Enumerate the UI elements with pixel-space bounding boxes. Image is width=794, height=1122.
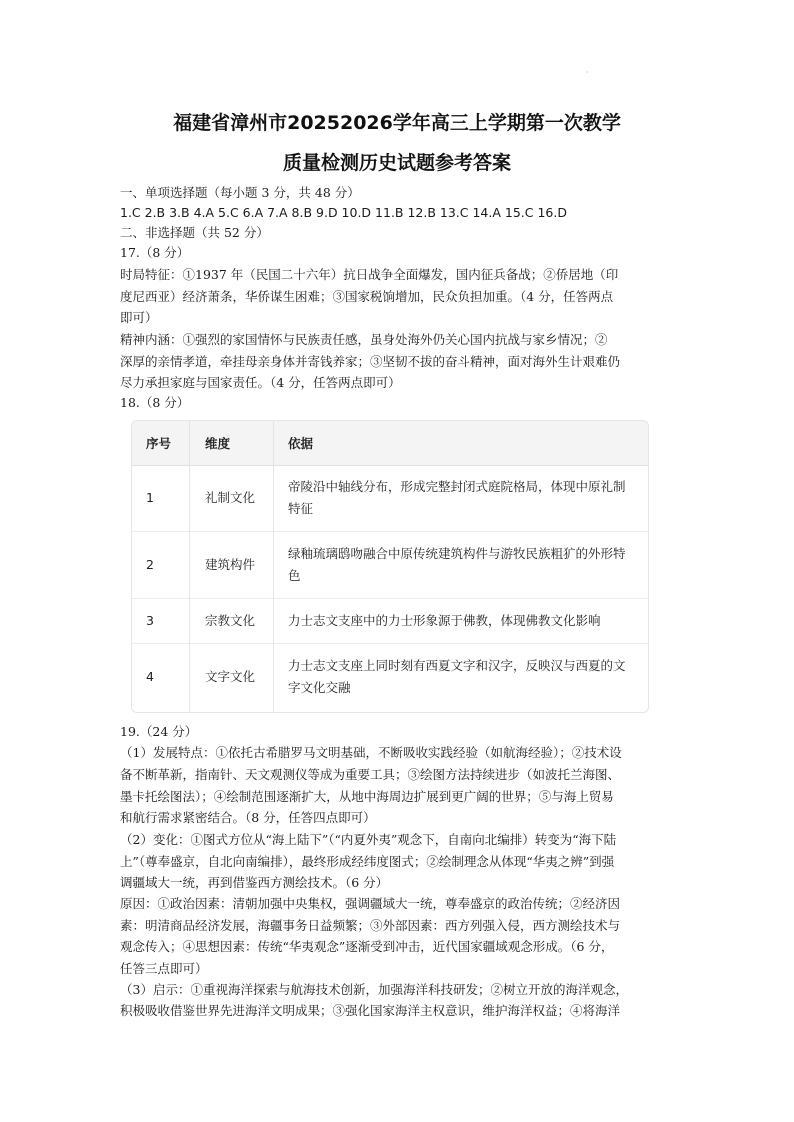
table-row [132,465,648,532]
q19-line: 积极吸收借鉴世界先进海洋文明成果；③强化国家海洋主权意识，维护海洋权益；④将海洋 [120,1003,621,1018]
q17-line: 尽力承担家庭与国家责任。（4 分，任答两点即可） [120,375,401,390]
page-subtitle: 质量检测历史试题参考答案 [282,152,511,174]
q17-number: 17.（8 分） [120,245,190,260]
q18-number: 18.（8 分） [120,395,190,410]
column-divider [189,421,190,712]
row-number: 4 [146,669,154,684]
table-header-cell: 序号 [146,436,172,451]
column-divider [273,421,274,712]
row-basis: 力士志文支座上同时刻有西夏文字和汉字，反映汉与西夏的文字文化交融 [288,658,626,695]
q19-line: 和航行需求紧密结合。（8 分，任答四点即可） [120,810,376,825]
q19-number: 19.（24 分） [120,724,198,739]
section1-answers: 1.C 2.B 3.B 4.A 5.C 6.A 7.A 8.B 9.D 10.D 11.B 12.B 13.C 14.A 15.C 16.D [120,205,567,220]
q19-line: 原因：①政治因素：清朝加强中央集权，强调疆域大一统，尊奉盛京的政治传统；②经济因 [120,896,621,911]
q19-line: 备不断革新，指南针、天文观测仪等成为重要工具；③绘图方法持续进步（如波托兰海图、 [120,767,621,782]
q17-line: 深厚的亲情孝道，牵挂母亲身体并寄钱养家；③坚韧不拔的奋斗精神，面对海外生计艰难仍 [120,354,621,369]
q19-line: 素：明清商品经济发展，海疆事务日益频繁；③外部因素：西方列强入侵，西方测绘技术与 [120,918,621,933]
q19-line: 上”（尊奉盛京，自北向南编排），最终形成经纬度图式；②绘制理念从体现“华夷之辨”到强 [120,854,615,869]
q19-line: （3）启示：①重视海洋探索与航海技术创新，加强海洋科技研发；②树立开放的海洋观念， [120,982,628,997]
q19-line: 调疆域大一统，再到借鉴西方测绘技术。（6 分） [120,875,389,890]
q19-line: 观念传入；④思想因素：传统“华夷观念”逐渐受到冲击，近代国家疆域观念形成。（6 分， [120,939,614,954]
table-header-cell: 依据 [288,436,314,451]
q17-line: 即可） [120,310,158,325]
q17-line: 时局特征：①1937 年（民国二十六年）抗日战争全面爆发，国内征兵备战；②侨居地（印 [120,267,619,282]
row-number: 2 [146,557,154,572]
section2-heading: 二、非选择题（共 52 分） [120,225,269,240]
row-dimension: 文字文化 [205,669,256,684]
section1-heading: 一、单项选择题（每小题 3 分，共 48 分） [120,185,360,200]
row-basis: 力士志文支座中的力士形象源于佛教，体现佛教文化影响 [288,613,601,628]
q18-table [131,420,649,713]
row-dimension: 礼制文化 [205,490,256,505]
q17-line: 精神内涵：①强烈的家国情怀与民族责任感，虽身处海外仍关心国内抗战与家乡情况；② [120,332,608,347]
table-row [132,599,648,644]
table-row [132,644,648,712]
table-header-cell: 维度 [205,436,231,451]
row-basis: 绿釉琉璃鸱吻融合中原传统建筑构件与游牧民族粗犷的外形特色 [288,546,626,583]
table-row [132,532,648,599]
row-dimension: 宗教文化 [205,613,256,628]
page-title: 福建省漳州市20252026学年高三上学期第一次教学 [173,112,621,134]
q19-line: 墨卡托绘图法）；④绘制范围逐渐扩大，从地中海周边扩展到更广阔的世界；⑤与海上贸易 [120,789,614,804]
corner-mark: · [586,68,589,77]
q19-line: （1）发展特点：①依托古希腊罗马文明基础，不断吸收实践经验（如航海经验）；②技术设 [120,745,622,760]
q19-line: 任答三点即可） [120,961,208,976]
row-number: 3 [146,613,154,628]
row-number: 1 [146,490,154,505]
row-dimension: 建筑构件 [205,557,256,572]
q17-line: 度尼西亚）经济萧条，华侨谋生困难；③国家税饷增加，民众负担加重。（4 分，任答两点 [120,289,614,304]
row-basis: 帝陵沿中轴线分布，形成完整封闭式庭院格局，体现中原礼制特征 [288,479,626,516]
q19-line: （2）变化：①图式方位从“海上陆下”（“内夏外夷”观念下，自南向北编排）转变为“海下陆 [120,832,617,847]
table-header-row [132,421,648,466]
